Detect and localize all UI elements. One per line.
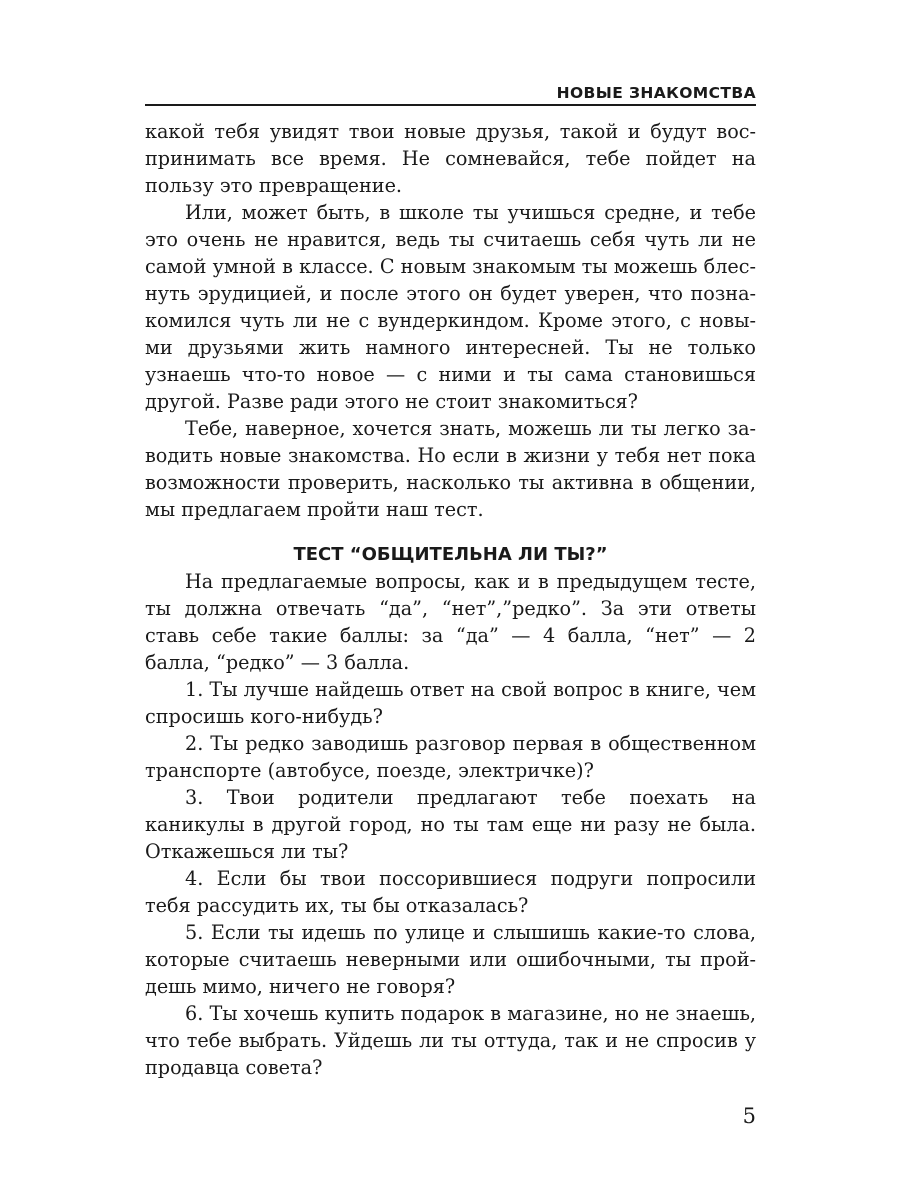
test-question: 6. Ты хочешь купить подарок в магазине, но не знаешь, что тебе выбрать. Уйдешь ли ты оттуда, так и не спросив у продавца совета?	[145, 1002, 756, 1079]
test-question: 5. Если ты идешь по улице и слышишь какие-то слова, которые считаешь неверными или ошибочными, ты пройдешь мимо, ничего не говоря?	[145, 921, 756, 998]
test-question: 4. Если бы твои поссорившиеся подруги попросили тебя рассудить их, ты бы отказалась?	[145, 867, 756, 917]
test-intro: На предлагаемые вопросы, как и в предыдущем тесте, ты должна отвечать “да”, “нет”,”редко”. За эти ответы ставь себе такие баллы: за “да” — 4 балла, “нет” — 2 балла, “редко” — 3 балла.	[145, 570, 756, 674]
running-head-title: НОВЫЕ ЗНАКОМСТВА	[556, 84, 756, 102]
paragraph: Тебе, наверное, хочется знать, можешь ли ты легко заводить новые знакомства. Но если в жизни у тебя нет пока возможности проверить, насколько ты активна в общении, мы предлагаем пройти наш тест.	[145, 417, 756, 521]
test-question: 1. Ты лучше найдешь ответ на свой вопрос в книге, чем спросишь кого-нибудь?	[145, 678, 756, 728]
test-question: 2. Ты редко заводишь разговор первая в общественном транспорте (автобусе, поезде, электричке)?	[145, 732, 756, 782]
paragraph-continued: какой тебя увидят твои новые друзья, такой и будут воспринимать все время. Не сомневайся, тебе пойдет на пользу это превращение.	[145, 120, 756, 197]
page-number: 5	[742, 1104, 756, 1128]
test-question: 3. Твои родители предлагают тебе поехать на каникулы в другой город, но ты там еще ни разу не была. Откажешься ли ты?	[145, 786, 756, 863]
page-body	[145, 118, 756, 1081]
test-heading: ТЕСТ “ОБЩИТЕЛЬНА ЛИ ТЫ?”	[293, 544, 608, 565]
paragraph: Или, может быть, в школе ты учишься средне, и тебе это очень не нравится, ведь ты считаешь себя чуть ли не самой умной в классе. С новым знакомым ты можешь блеснуть эрудицией, и после этого он будет уверен, что познакомился чуть ли не с вундеркиндом. Кроме этого, с новыми друзьями жить намного интересней. Ты не только узнаешь что-то новое — с ними и ты сама становишься другой. Разве ради этого не стоит знакомиться?	[145, 201, 756, 413]
header-rule	[145, 104, 756, 106]
